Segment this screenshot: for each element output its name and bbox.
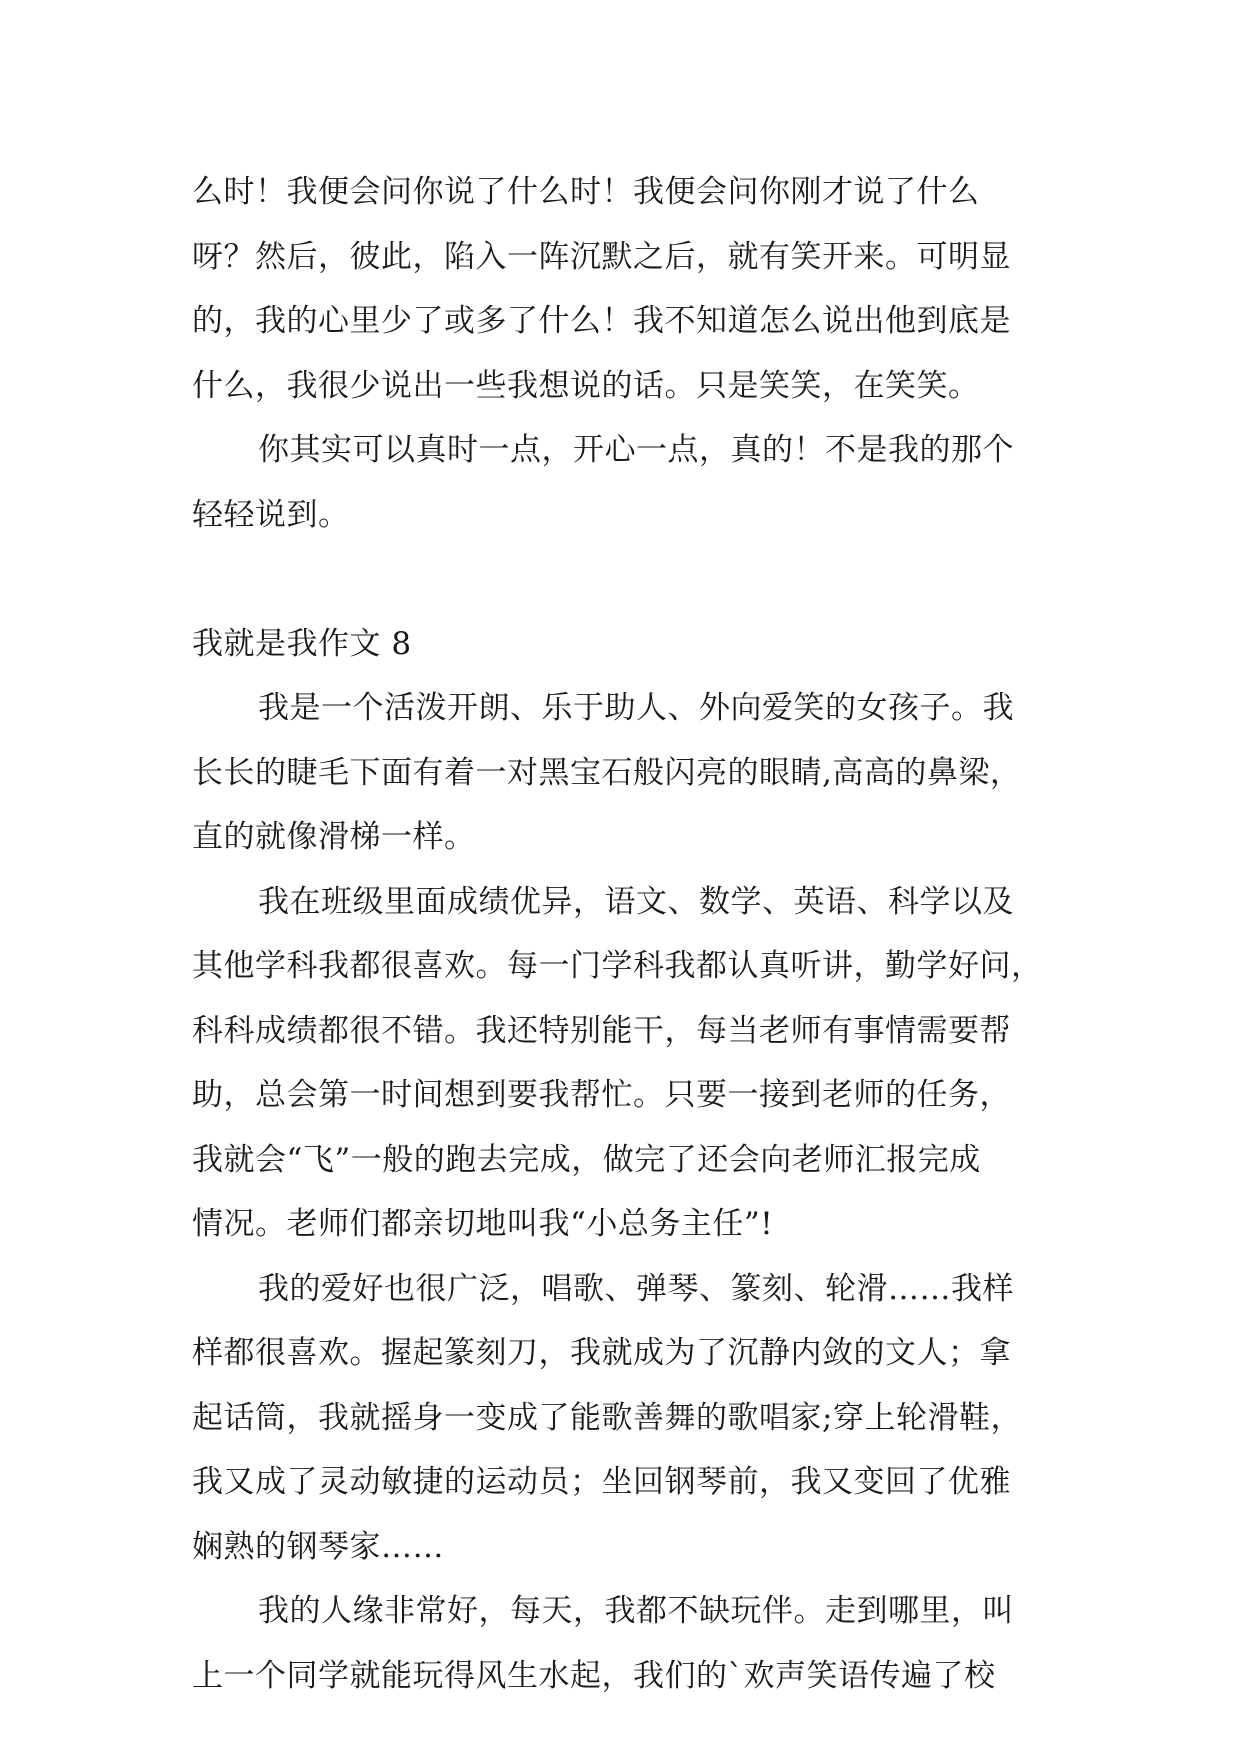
text-line: 直的就像滑梯一样。: [192, 819, 476, 855]
text-line: 呀？然后，彼此，陷入一阵沉默之后，就有笑开来。可明显: [192, 238, 1011, 275]
text-line: 上一个同学就能玩得风生水起，我们的`欢声笑语传遍了校: [192, 1657, 996, 1694]
text-line: 娴熟的钢琴家……: [192, 1528, 444, 1565]
text-line: 的，我的心里少了或多了什么！我不知道怎么说出他到底是: [192, 303, 1011, 339]
text-line: 起话筒，我就摇身一变成了能歌善舞的歌唱家;穿上轮滑鞋，: [192, 1399, 1022, 1436]
essay-heading: 我就是我作文 8: [192, 625, 412, 662]
text-line: 我就会“飞”一般的跑去完成，做完了还会向老师汇报完成: [192, 1141, 981, 1178]
text-line: 样都很喜欢。握起篆刻刀，我就成为了沉静内敛的文人；拿: [192, 1335, 1011, 1371]
section-spacer: [192, 547, 1072, 612]
text-line: 你其实可以真时一点，开心一点，真的！不是我的那个: [258, 432, 1014, 468]
essay-body: [192, 160, 1072, 1708]
text-line: 我是一个活泼开朗、乐于助人、外向爱笑的女孩子。我: [258, 690, 1014, 726]
text-line: 我的爱好也很广泛，唱歌、弹琴、篆刻、轮滑……我样: [258, 1270, 1014, 1307]
text-line: 么时！我便会问你说了什么时！我便会问你刚才说了什么: [192, 174, 980, 210]
text-line: 我的人缘非常好，每天，我都不缺玩伴。走到哪里，叫: [258, 1593, 1014, 1629]
text-line: 什么，我很少说出一些我想说的话。只是笑笑，在笑笑。: [192, 367, 980, 404]
text-line: 我又成了灵动敏捷的运动员；坐回钢琴前，我又变回了优雅: [192, 1464, 1011, 1500]
text-line: 其他学科我都很喜欢。每一门学科我都认真听讲，勤学好问，: [192, 948, 1043, 984]
text-line: 科科成绩都很不错。我还特别能干，每当老师有事情需要帮: [192, 1012, 1011, 1049]
text-line: 轻轻说到。: [192, 496, 350, 533]
text-line: 我在班级里面成绩优异，语文、数学、英语、科学以及: [258, 883, 1014, 920]
text-line: 情况。老师们都亲切地叫我“小总务主任”!: [192, 1206, 774, 1242]
text-line: 长长的睫毛下面有着一对黑宝石般闪亮的眼睛,高高的鼻梁，: [192, 754, 1022, 791]
text-line: 助，总会第一时间想到要我帮忙。只要一接到老师的任务，: [192, 1077, 1011, 1113]
